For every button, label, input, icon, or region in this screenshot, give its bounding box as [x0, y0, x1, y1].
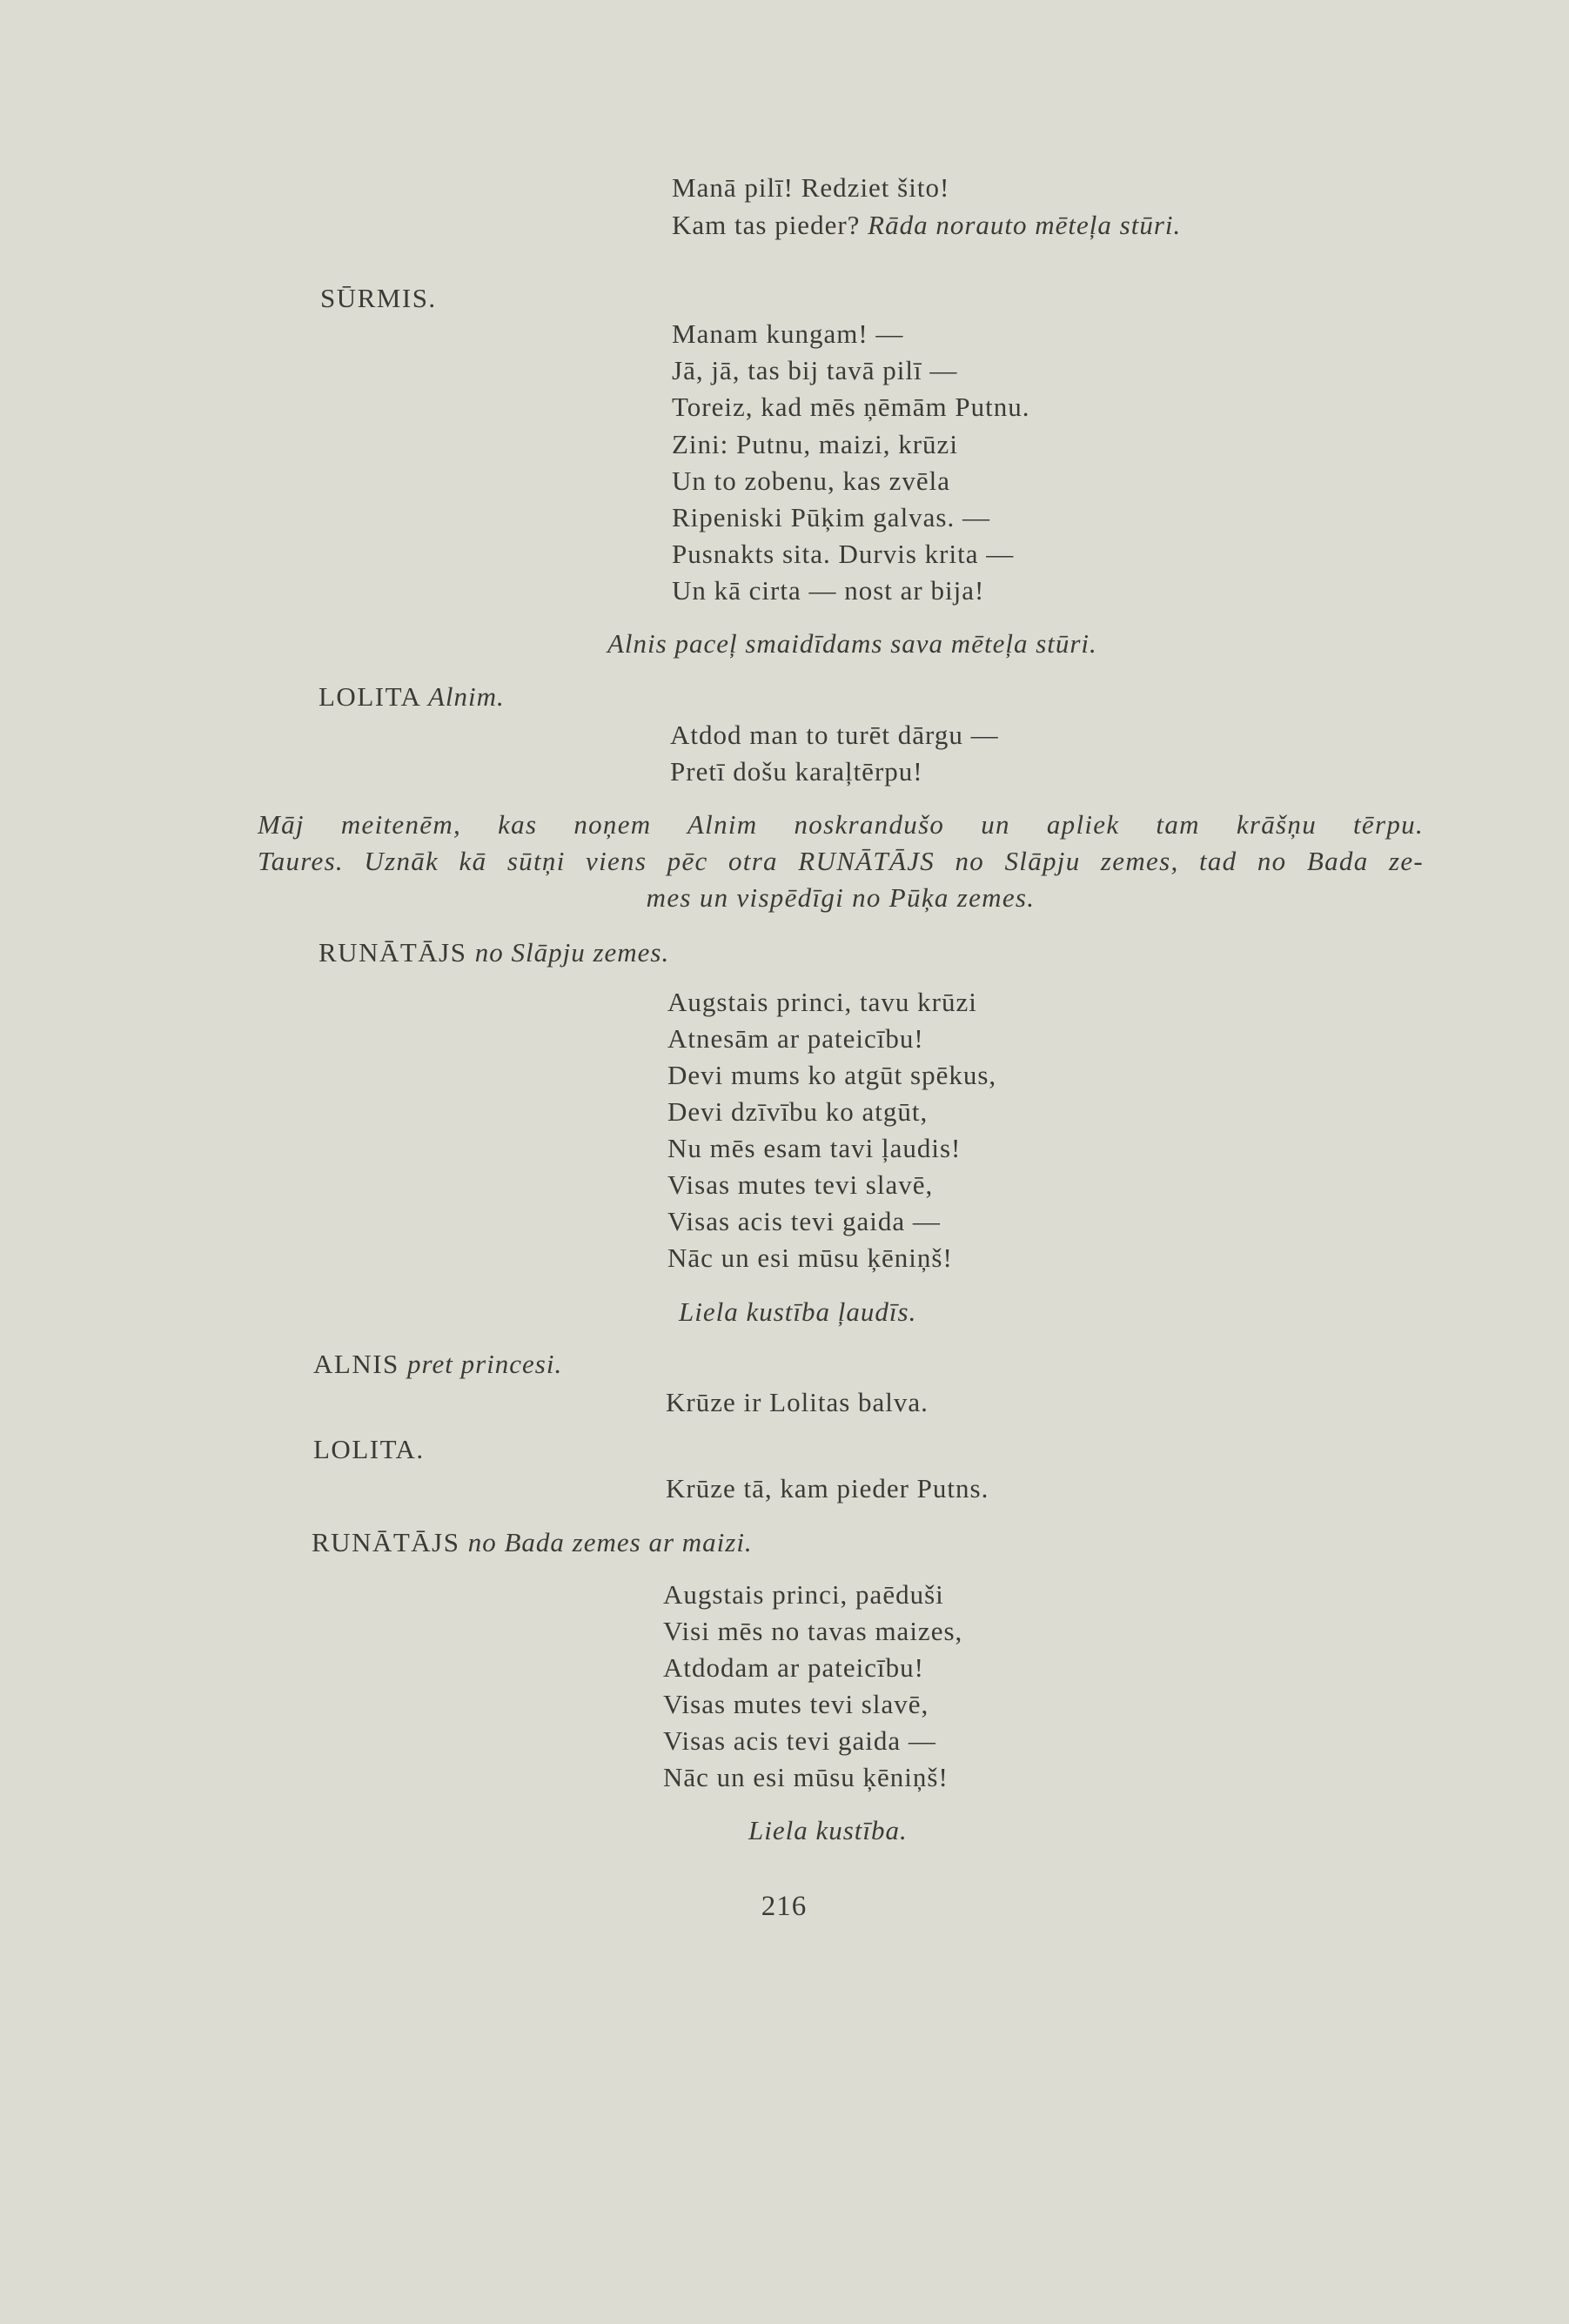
page-number: 216	[761, 1891, 808, 1922]
speaker-name: RUNĀTĀJS	[318, 937, 475, 968]
verse-line: Devi dzīvību ko atgūt,	[667, 1096, 929, 1127]
verse-line: Atdod man to turēt dārgu —	[670, 720, 999, 750]
verse-line: Pusnakts sita. Durvis krita —	[672, 539, 1015, 569]
stage-direction: Taures. Uznāk kā sūtņi viens pēc otra RUNĀTĀJS no Slāpju zemes, tad no Bada ze-	[258, 846, 1424, 876]
speaker-name: SŪRMIS.	[320, 283, 437, 313]
stage-direction: Liela kustība.	[748, 1815, 908, 1845]
verse-line: Atnesām ar pateicību!	[667, 1023, 924, 1054]
verse-line: Nu mēs esam tavi ļaudis!	[667, 1133, 962, 1163]
verse-line: Visas acis tevi gaida —	[667, 1206, 941, 1236]
verse-line	[672, 207, 1181, 244]
verse-line: Augstais princi, paēduši	[663, 1579, 944, 1610]
speaker-name: ALNIS	[313, 1349, 408, 1379]
verse-line: Krūze ir Lolitas balva.	[666, 1387, 929, 1417]
stage-direction: Alnis paceļ smaidīdams sava mēteļa stūri.	[607, 628, 1097, 659]
verse-line: Manā pilī! Redziet šito!	[672, 172, 950, 203]
stage-direction: Alnim.	[427, 681, 505, 712]
stage-direction: no Bada zemes ar maizi.	[467, 1527, 753, 1557]
verse-line: Un to zobenu, kas zvēla	[672, 465, 950, 496]
speaker-name: LOLITA	[318, 681, 428, 712]
verse-text: Kam tas pieder?	[672, 210, 868, 240]
verse-line: Ripeniski Pūķim galvas. —	[672, 502, 990, 532]
verse-line: Manam kungam! —	[672, 318, 904, 349]
stage-direction: no Slāpju zemes.	[474, 937, 670, 968]
stage-direction: Liela kustība ļaudīs.	[679, 1296, 917, 1327]
verse-line: Visas mutes tevi slavē,	[663, 1689, 929, 1719]
verse-line: Augstais princi, tavu krūzi	[667, 987, 977, 1017]
verse-line: Jā, jā, tas bij tavā pilī —	[672, 355, 958, 385]
verse-line: Visas acis tevi gaida —	[663, 1725, 936, 1756]
speaker-line	[312, 1524, 753, 1561]
verse-line: Un kā cirta — nost ar bija!	[672, 575, 985, 606]
speaker-line	[318, 934, 669, 971]
verse-line: Zini: Putnu, maizi, krūzi	[672, 429, 958, 459]
speaker-name: RUNĀTĀJS	[312, 1527, 468, 1557]
verse-line: Visi mēs no tavas maizes,	[663, 1616, 963, 1646]
verse-line: Atdodam ar pateicību!	[663, 1652, 924, 1683]
verse-line: Pretī došu karaļtērpu!	[670, 756, 923, 787]
verse-line: Toreiz, kad mēs ņēmām Putnu.	[672, 392, 1030, 422]
verse-line: Devi mums ko atgūt spēkus,	[667, 1060, 997, 1090]
verse-line: Nāc un esi mūsu ķēniņš!	[667, 1242, 953, 1273]
stage-direction: Māj meitenēm, kas noņem Alnim noskrandušo un apliek tam krāšņu tērpu.	[258, 809, 1424, 840]
speaker-name: LOLITA.	[313, 1434, 425, 1464]
stage-direction: mes un vispēdīgi no Pūķa zemes.	[646, 882, 1036, 913]
stage-direction: pret princesi.	[407, 1349, 563, 1379]
speaker-line	[313, 1346, 562, 1383]
verse-line: Nāc un esi mūsu ķēniņš!	[663, 1762, 949, 1792]
stage-direction: Rāda norauto mēteļa stūri.	[868, 210, 1182, 240]
speaker-line	[318, 679, 505, 715]
verse-line: Krūze tā, kam pieder Putns.	[666, 1473, 989, 1504]
verse-line: Visas mutes tevi slavē,	[667, 1169, 934, 1200]
